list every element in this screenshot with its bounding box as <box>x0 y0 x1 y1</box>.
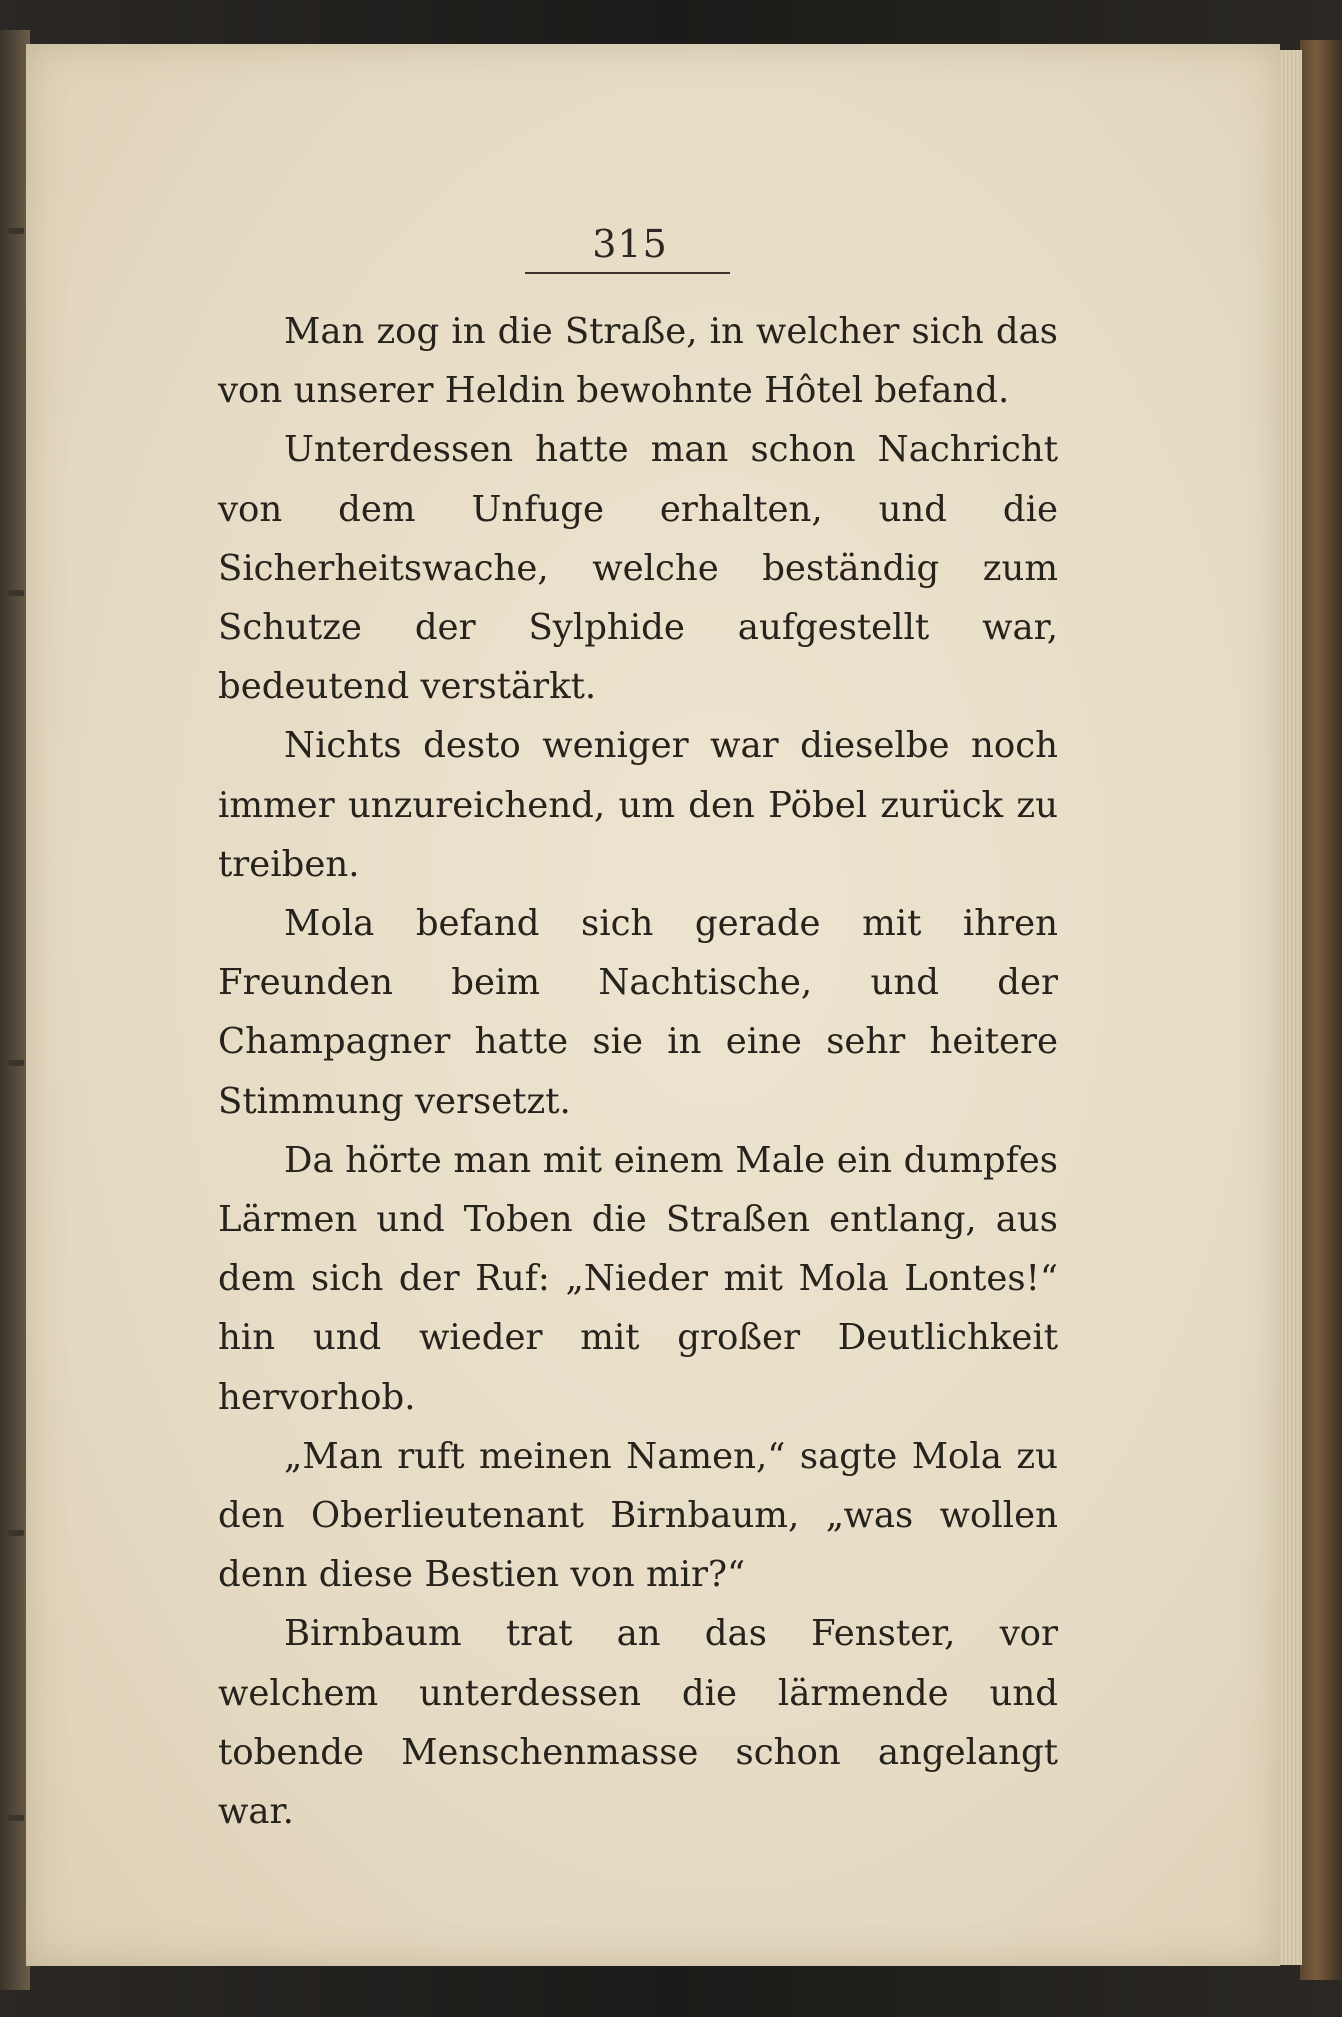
body-text <box>218 302 1058 1841</box>
page-number: 315 <box>592 222 668 266</box>
binding-mark <box>8 1060 24 1066</box>
paragraph: „Man ruft meinen Namen,“ sagte Mola zu den Oberlieutenant Birnbaum, „was wollen denn diese Bestien von mir?“ <box>218 1435 1058 1596</box>
paragraph: Man zog in die Straße, in welcher sich das von unserer Heldin bewohnte Hôtel befand. <box>218 311 1058 412</box>
binding-mark <box>8 1815 24 1821</box>
cover-edge-right <box>1300 40 1342 1980</box>
paragraph: Birnbaum trat an das Fenster, vor welchem unterdessen die lärmende und tobende Menschenmasse schon angelangt war. <box>218 1613 1058 1833</box>
paragraph: Da hörte man mit einem Male ein dumpfes Lärmen und Toben die Straßen entlang, aus dem sich der Ruf: „Nieder mit Mola Lontes!“ hin und wieder mit großer Deutlichkeit hervorhob. <box>218 1139 1058 1418</box>
binding-mark <box>8 590 24 596</box>
paragraph: Mola befand sich gerade mit ihren Freunden beim Nachtische, und der Champagner hatte sie in eine sehr heitere Stimmung versetzt. <box>218 903 1058 1122</box>
binding-mark <box>8 1530 24 1536</box>
paragraph: Nichts desto weniger war dieselbe noch immer unzureichend, um den Pöbel zurück zu treiben. <box>218 725 1058 885</box>
binding-mark <box>8 228 24 234</box>
page-number-rule <box>525 272 730 274</box>
paragraph: Unterdessen hatte man schon Nachricht von dem Unfuge erhalten, und die Sicherheitswache, welche beständig zum Schutze der Sylphide aufgestellt war, bedeutend verstärkt. <box>218 429 1058 708</box>
